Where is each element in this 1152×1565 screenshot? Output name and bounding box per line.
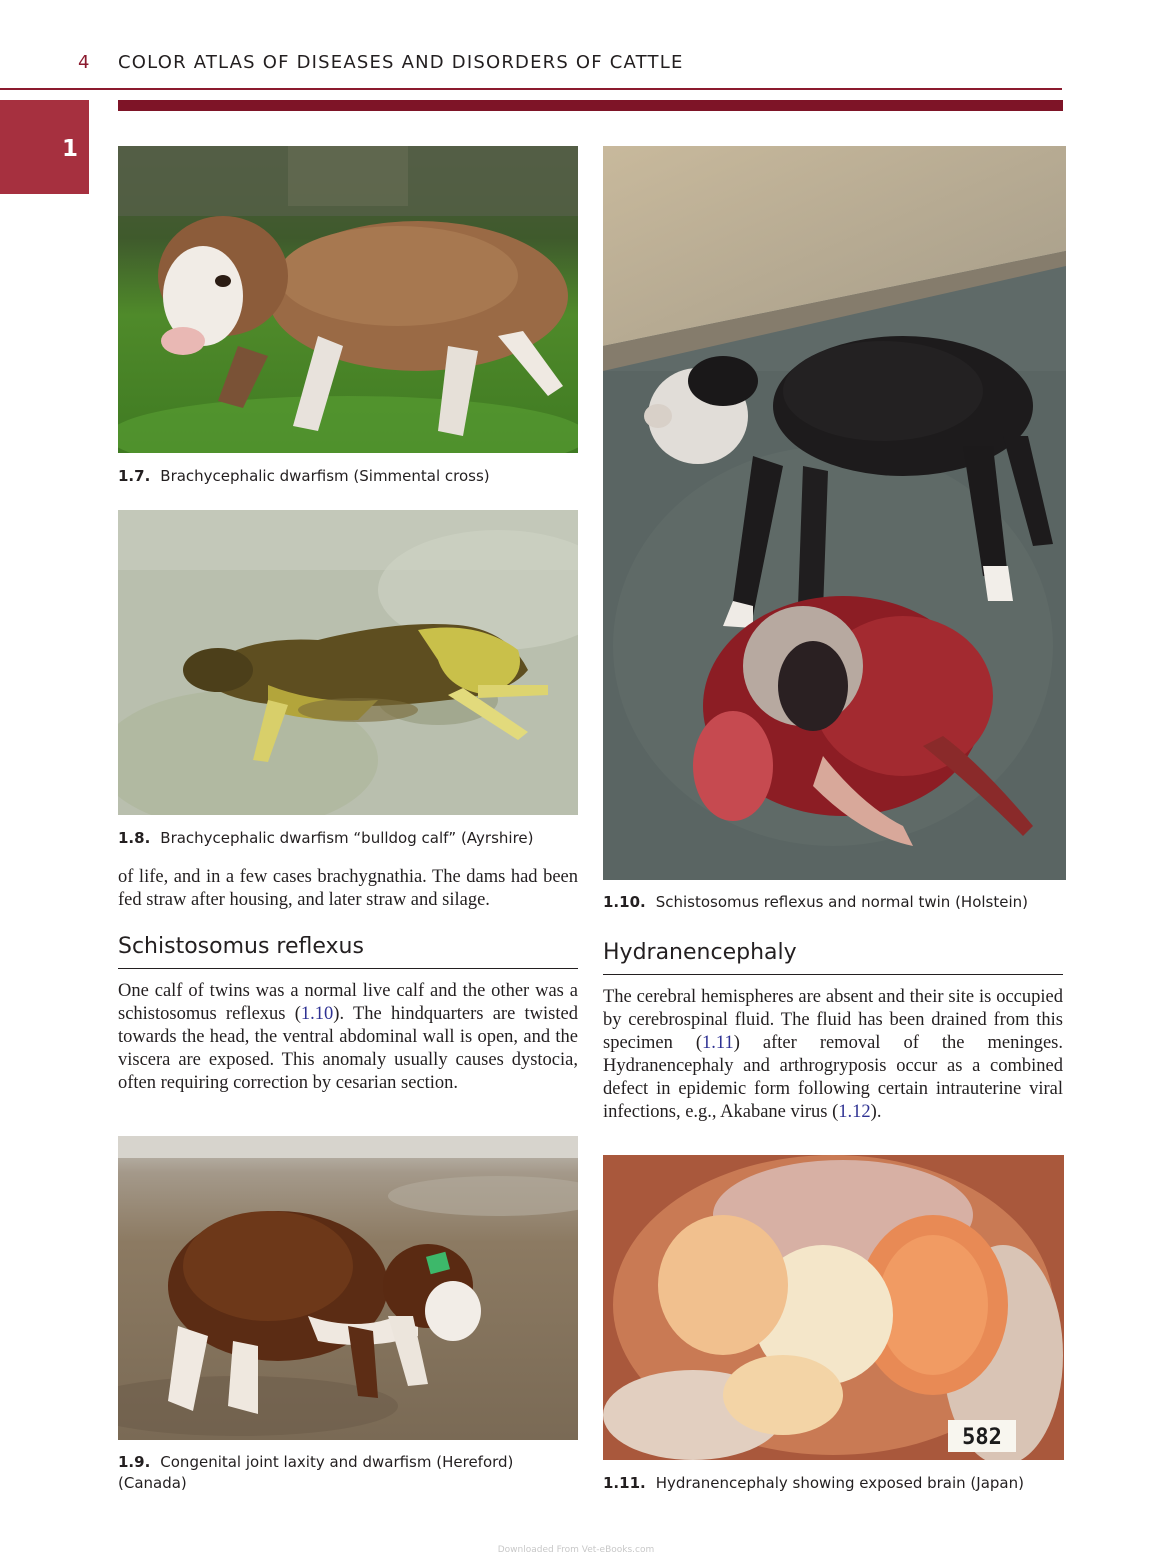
- figure-1-8: [118, 510, 578, 815]
- paragraph-text: ). The hindquarters are twisted towards the head, the ventral abdominal wall is open, and the viscera are exposed. This anomaly usually causes dystocia, often requiring correction by cesarian section.: [118, 1004, 578, 1093]
- download-footer: Downloaded From Vet-eBooks.com: [497, 1545, 655, 1555]
- section-heading-hydranencephaly: Hydranencephaly: [603, 940, 1063, 975]
- paragraph-text: ) after removal of the meninges. Hydranencephaly and arthrogryposis occur as a combined defect in epidemic form following certain intrauterine viral infections, e.g., Akabane virus (: [603, 1033, 1063, 1122]
- brain-specimen-photo-icon: [603, 1155, 1064, 1460]
- caption-text: Hydranencephaly showing exposed brain (Japan): [655, 1474, 1024, 1492]
- twin-calves-photo-icon: [603, 146, 1066, 880]
- figure-number: 1.10.: [603, 893, 646, 911]
- hereford-calf-photo-icon: [118, 1136, 578, 1440]
- figure-1-10: [603, 146, 1066, 880]
- calf-photo-icon: [118, 146, 578, 453]
- paragraph-text: One calf of twins was a normal live calf and the other was a schistosomus reflexus (: [118, 981, 578, 1024]
- schistosomus-paragraph: [118, 980, 578, 1095]
- figure-1-7-caption: [118, 466, 578, 487]
- figure-number: 1.8.: [118, 829, 151, 847]
- continued-paragraph: of life, and in a few cases brachygnathia. The dams had been fed straw after housing, and later straw and silage.: [118, 867, 578, 910]
- figure-1-11: [603, 1155, 1064, 1460]
- page-number: 4: [78, 52, 91, 73]
- caption-text: Congenital joint laxity and dwarfism (Hereford) (Canada): [118, 1453, 514, 1492]
- chapter-number: 1: [62, 136, 79, 162]
- figure-reference-link[interactable]: 1.12: [838, 1102, 871, 1122]
- header-rule: [0, 88, 1062, 90]
- figure-1-8-caption: [118, 828, 578, 849]
- paragraph-text: ).: [870, 1102, 882, 1122]
- stillborn-calf-photo-icon: [118, 510, 578, 815]
- specimen-label: 582: [962, 1425, 1002, 1450]
- figure-1-10-caption: [603, 892, 1063, 913]
- figure-1-7: [118, 146, 578, 453]
- figure-reference-link[interactable]: 1.10: [300, 1004, 334, 1024]
- figure-1-9-caption: [118, 1452, 548, 1494]
- running-head: [78, 52, 684, 80]
- book-title: COLOR ATLAS OF DISEASES AND DISORDERS OF CATTLE: [118, 52, 684, 73]
- caption-text: Brachycephalic dwarfism (Simmental cross): [160, 467, 490, 485]
- figure-number: 1.7.: [118, 467, 151, 485]
- figure-reference-link[interactable]: 1.11: [702, 1033, 734, 1053]
- hydranencephaly-paragraph: [603, 986, 1063, 1124]
- caption-text: Brachycephalic dwarfism “bulldog calf” (Ayrshire): [160, 829, 534, 847]
- figure-1-9: [118, 1136, 578, 1440]
- section-heading-schistosomus: Schistosomus reflexus: [118, 934, 578, 969]
- header-bar: [118, 100, 1063, 111]
- figure-number: 1.9.: [118, 1453, 151, 1471]
- chapter-tab: [0, 100, 89, 194]
- caption-text: Schistosomus reflexus and normal twin (Holstein): [655, 893, 1029, 911]
- figure-1-11-caption: [603, 1473, 1063, 1494]
- figure-number: 1.11.: [603, 1474, 646, 1492]
- paragraph-text: The cerebral hemispheres are absent and their site is occupied by cerebrospinal fluid. The fluid has been drained from this specimen (: [603, 987, 1063, 1053]
